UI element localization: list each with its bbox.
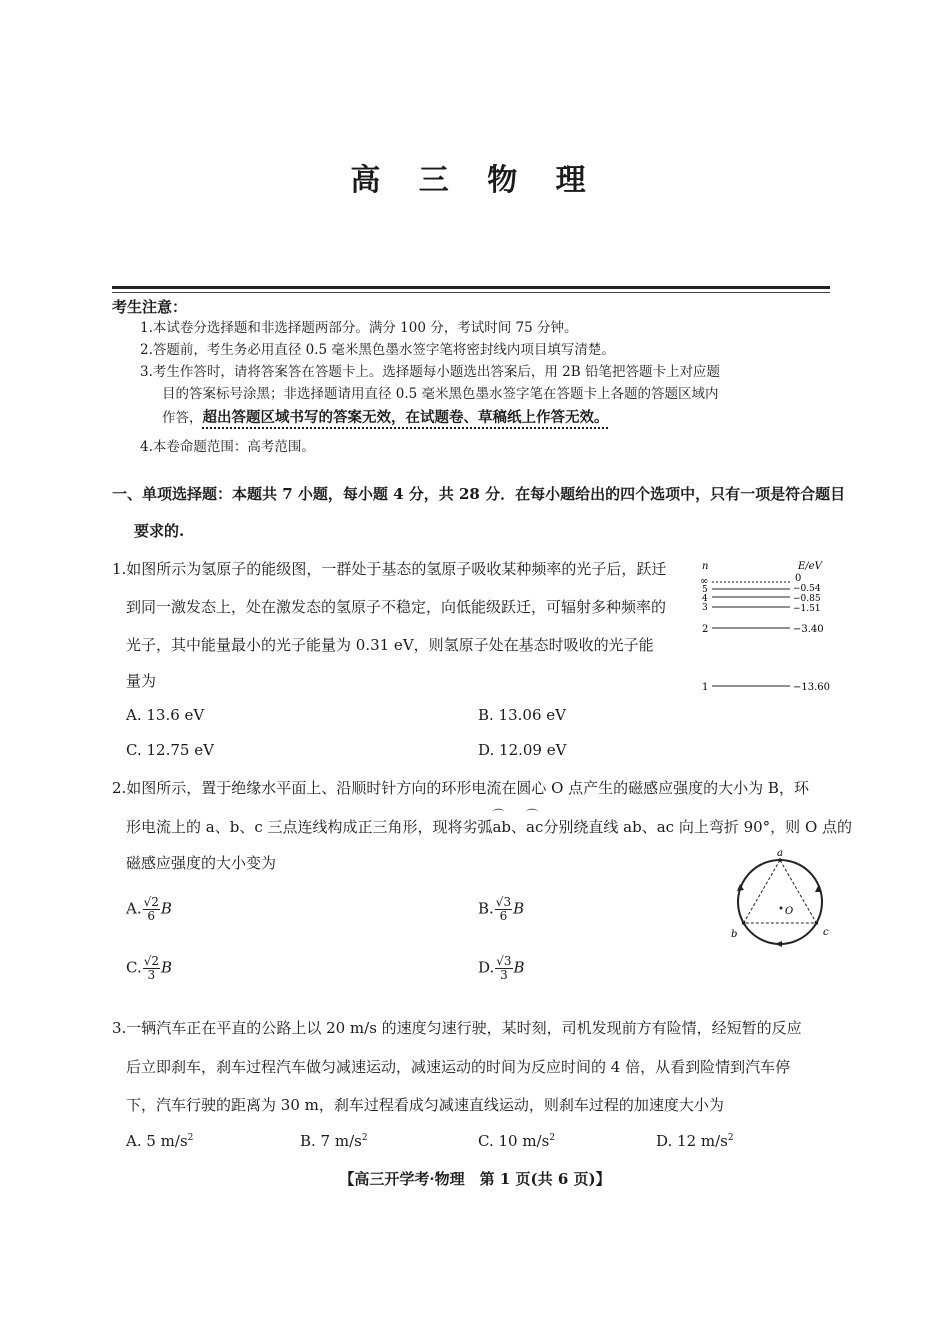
q1-option-a: A. 13.6 eV bbox=[126, 706, 205, 724]
q2-option-b bbox=[478, 896, 524, 923]
q2-option-d-num: √3 bbox=[496, 954, 512, 968]
q2-option-d-letter: D. bbox=[478, 958, 495, 977]
notice-item-3-cont: 目的答案标号涂黑；非选择题请用直径 0.5 毫米黑色墨水签字笔在答题卡上各题的答题区域内 bbox=[162, 386, 719, 402]
level-e-4: −0.85 bbox=[793, 594, 821, 604]
section-heading: 一、单项选择题：本题共 7 小题，每小题 4 分，共 28 分．在每小题给出的四个选项中，只有一项是符合题目 bbox=[112, 485, 846, 503]
q2-option-a bbox=[126, 896, 172, 923]
q2-option-b-num: √3 bbox=[495, 895, 512, 909]
q2-option-b-frac bbox=[495, 896, 512, 923]
q1-line-3: 光子，其中能量最小的光子能量为 0.31 eV，则氢原子处在基态时吸收的光子能 bbox=[126, 636, 654, 654]
q3-option-b bbox=[300, 1132, 368, 1150]
q3-option-c-exp: 2 bbox=[549, 1133, 556, 1143]
label-b: b bbox=[731, 929, 738, 940]
q3-option-b-text: B. 7 m/s bbox=[300, 1132, 362, 1150]
q2-option-d-unit: B bbox=[513, 958, 525, 977]
q2-option-d-den: 3 bbox=[500, 968, 508, 982]
q3-option-d-text: D. 12 m/s bbox=[656, 1132, 728, 1150]
q2-option-a-frac bbox=[143, 896, 160, 923]
arc-ab: ⌒ ab bbox=[492, 818, 511, 836]
q1-line-4: 量为 bbox=[126, 672, 157, 690]
notice-emphasis: 超出答题区域书写的答案无效，在试题卷、草稿纸上作答无效。 bbox=[202, 409, 609, 426]
page-footer: 【高三开学考·物理 第 1 页(共 6 页)】 bbox=[339, 1170, 611, 1188]
q2-option-b-unit: B bbox=[513, 899, 525, 918]
header-rule-thick bbox=[112, 286, 830, 289]
q2-line-2b: 分别绕直线 ab、ac 向上弯折 90°，则 O 点的 bbox=[543, 818, 853, 836]
q2-line-2a: 形电流上的 a、b、c 三点连线构成正三角形，现将劣弧 bbox=[126, 818, 493, 836]
q2-line-3: 磁感应强度的大小变为 bbox=[126, 854, 277, 872]
level-e-inf: 0 bbox=[795, 573, 802, 584]
q2-option-c-letter: C. bbox=[126, 958, 142, 977]
page-title: 高 三 物 理 bbox=[350, 163, 600, 198]
q3-option-d-exp: 2 bbox=[727, 1133, 734, 1143]
level-n-inf: ∞ bbox=[700, 576, 709, 587]
q2-option-a-den: 6 bbox=[147, 909, 156, 923]
level-n-5: 5 bbox=[702, 585, 708, 595]
ring-current-diagram bbox=[725, 848, 840, 948]
q2-option-d bbox=[478, 955, 525, 982]
point-o bbox=[780, 907, 783, 910]
level-e-5: −0.54 bbox=[793, 584, 821, 594]
current-arrow-bottom bbox=[775, 941, 782, 947]
n-axis-label: n bbox=[702, 561, 709, 572]
notice-item-3-end-text: 作答， bbox=[162, 410, 203, 426]
q1-line-2: 到同一激发态上，处在激发态的氢原子不稳定，向低能级跃迁，可辐射多种频率的 bbox=[126, 598, 667, 616]
e-axis-label: E/eV bbox=[798, 561, 822, 572]
q3-option-c bbox=[478, 1132, 555, 1150]
ring-circle bbox=[738, 860, 822, 944]
level-n-2: 2 bbox=[702, 624, 709, 635]
q2-option-c-unit: B bbox=[161, 958, 173, 977]
header-rule-thin bbox=[112, 292, 830, 293]
q2-option-b-letter: B. bbox=[478, 899, 494, 918]
q3-option-d bbox=[656, 1132, 734, 1150]
q1-option-d: D. 12.09 eV bbox=[478, 741, 567, 759]
q3-option-a-text: A. 5 m/s bbox=[126, 1132, 188, 1150]
q2-line-1: 2.如图所示，置于绝缘水平面上、沿顺时针方向的环形电流在圆心 O 点产生的磁感应强度的大小为 B，环 bbox=[112, 779, 809, 797]
q1-option-c: C. 12.75 eV bbox=[126, 741, 214, 759]
q2-option-c-num: √2 bbox=[143, 954, 159, 968]
q2-option-a-letter: A. bbox=[126, 899, 142, 918]
level-n-3: 3 bbox=[702, 603, 708, 613]
level-n-4: 4 bbox=[702, 594, 708, 604]
notice-item-1: 1.本试卷分选择题和非选择题两部分。满分 100 分，考试时间 75 分钟。 bbox=[140, 320, 578, 336]
q3-option-a-exp: 2 bbox=[187, 1133, 194, 1143]
q1-line-1: 1.如图所示为氢原子的能级图，一群处于基态的氢原子吸收某种频率的光子后，跃迁 bbox=[112, 560, 667, 578]
label-c: c bbox=[823, 927, 829, 938]
level-n-1: 1 bbox=[702, 682, 709, 693]
q1-option-b: B. 13.06 eV bbox=[478, 706, 566, 724]
level-e-1: −13.60 bbox=[793, 682, 831, 693]
q2-line-2 bbox=[126, 816, 852, 837]
q2-option-c-den: 3 bbox=[147, 968, 156, 982]
level-e-2: −3.40 bbox=[793, 624, 824, 635]
q2-option-c-frac bbox=[143, 955, 160, 982]
q3-option-a bbox=[126, 1132, 193, 1150]
label-a: a bbox=[777, 848, 783, 859]
notice-item-4: 4.本卷命题范围：高考范围。 bbox=[140, 439, 315, 455]
q3-option-c-text: C. 10 m/s bbox=[478, 1132, 550, 1150]
level-e-3: −1.51 bbox=[793, 604, 821, 614]
q2-sep: 、 bbox=[511, 818, 527, 836]
q2-option-d-frac bbox=[495, 955, 512, 982]
q3-line-3: 下，汽车行驶的距离为 30 m，刹车过程看成匀减速直线运动，则刹车过程的加速度大小为 bbox=[126, 1096, 724, 1114]
current-arrow-left bbox=[737, 884, 744, 891]
section-heading-cont: 要求的. bbox=[134, 522, 185, 540]
q2-option-a-unit: B bbox=[160, 899, 172, 918]
q3-line-1: 3.一辆汽车正在平直的公路上以 20 m/s 的速度匀速行驶，某时刻，司机发现前方有险情，经短暂的反应 bbox=[112, 1019, 802, 1037]
q2-option-b-den: 6 bbox=[499, 909, 508, 923]
label-o: O bbox=[785, 906, 794, 917]
point-b bbox=[742, 921, 746, 925]
q3-option-b-exp: 2 bbox=[361, 1133, 368, 1143]
q2-option-a-num: √2 bbox=[143, 895, 159, 909]
notice-heading: 考生注意： bbox=[112, 298, 188, 316]
notice-item-3-end bbox=[162, 407, 609, 429]
q2-option-c bbox=[126, 955, 172, 982]
energy-level-diagram bbox=[690, 555, 840, 700]
notice-item-3: 3.考生作答时，请将答案答在答题卡上。选择题每小题选出答案后，用 2B 铅笔把答题卡上对应题 bbox=[140, 364, 720, 380]
point-c bbox=[815, 921, 819, 925]
q3-line-2: 后立即刹车，刹车过程汽车做匀减速运动，减速运动的时间为反应时间的 4 倍，从看到险情到汽车停 bbox=[126, 1058, 791, 1076]
notice-item-2: 2.答题前，考生务必用直径 0.5 毫米黑色墨水签字笔将密封线内项目填写清楚。 bbox=[140, 342, 615, 358]
arc-ac: ⌒ ac bbox=[526, 818, 543, 836]
